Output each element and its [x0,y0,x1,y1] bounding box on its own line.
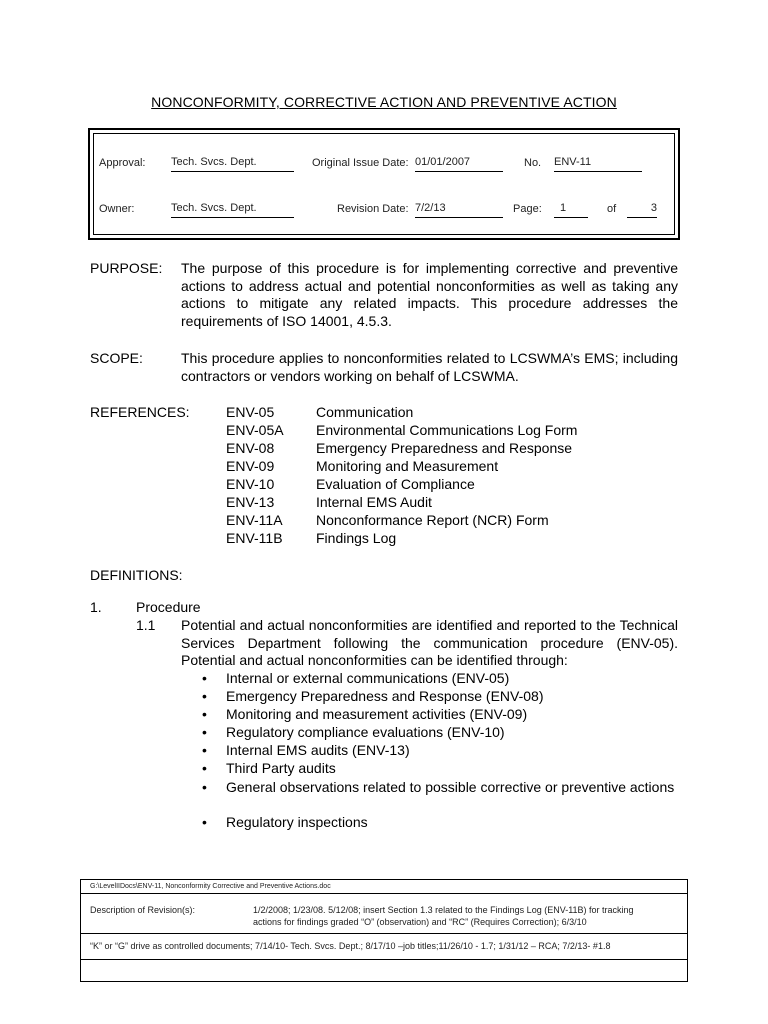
footer-divider [81,959,687,960]
revision-description-line-3: “K” or “G” drive as controlled documents; 7/14/10- Tech. Svcs. Dept.; 8/17/10 –job titles;11/26/10 - 1.7; 1/31/12 – RCA; 7/2/13- #1.8 [90,941,611,951]
doc-number-value: ENV-11 [554,156,642,172]
bullet-icon: • [202,688,207,704]
list-item-text: Internal or external communications (ENV-05) [226,670,510,686]
issue-date-value: 01/01/2007 [415,156,503,172]
revision-description-line-1: 1/2/2008; 1/23/08. 5/12/08; insert Section 1.3 related to the Findings Log (ENV-11B) for tracking [253,905,634,915]
purpose-label: PURPOSE: [90,260,163,276]
bullet-icon: • [202,670,207,686]
purpose-text: The purpose of this procedure is for implementing corrective and preventive actions to address actual and potential nonconformities as well as taking any actions to mitigate any related impacts. This procedure addresses the requirements of ISO 14001, 4.5.3. [181,260,678,329]
procedure-subsection-number: 1.1 [136,617,156,633]
doc-number-label: No. [524,157,542,169]
bullet-icon: • [202,706,207,722]
reference-code: ENV-11B [226,530,283,546]
reference-code: ENV-11A [226,512,283,528]
bullet-icon: • [202,760,207,776]
reference-title: Environmental Communications Log Form [316,422,578,438]
footer-divider [81,933,687,934]
list-item-text: Monitoring and measurement activities (ENV-09) [226,706,528,722]
footer-divider [81,893,687,894]
reference-code: ENV-10 [226,476,275,492]
scope-label: SCOPE: [90,350,143,366]
file-path: G:\LevelIIDocs\ENV-11, Nonconformity Corrective and Preventive Actions.doc [90,883,331,890]
list-item-text: General observations related to possible corrective or preventive actions [226,779,675,795]
scope-text: This procedure applies to nonconformities related to LCSWMA’s EMS; including contractors or vendors working on behalf of LCSWMA. [181,350,678,384]
list-item-text: Regulatory inspections [226,814,368,830]
references-label: REFERENCES: [90,404,190,420]
revision-description-line-2: actions for findings graded “O” (observation) and “RC” (Requires Correction); 6/3/10 [253,917,587,927]
footer-box [80,879,688,982]
page-label: Page: [513,203,542,215]
list-item-text: Internal EMS audits (ENV-13) [226,742,410,758]
approval-label: Approval: [99,157,146,169]
list-item-text: Emergency Preparedness and Response (ENV-08) [226,688,544,704]
bullet-icon: • [202,779,207,795]
document-title: NONCONFORMITY, CORRECTIVE ACTION AND PREVENTIVE ACTION [151,94,617,110]
reference-code: ENV-13 [226,494,275,510]
reference-code: ENV-08 [226,440,275,456]
reference-title: Findings Log [316,530,397,546]
procedure-subsection-text: Potential and actual nonconformities are identified and reported to the Technical Services Department following the communication procedure (ENV-05). Potential and actual nonconformities can be identified through: [181,617,678,668]
procedure-heading: Procedure [136,599,201,615]
procedure-number: 1. [90,599,102,615]
issue-date-label: Original Issue Date: [312,157,409,169]
approval-value: Tech. Svcs. Dept. [171,156,294,172]
reference-title: Emergency Preparedness and Response [316,440,573,456]
reference-code: ENV-09 [226,458,275,474]
revision-date-value: 7/2/13 [415,202,503,218]
reference-title: Nonconformance Report (NCR) Form [316,512,549,528]
reference-code: ENV-05A [226,422,284,438]
revision-date-label: Revision Date: [337,203,409,215]
reference-title: Internal EMS Audit [316,494,432,510]
bullet-icon: • [202,742,207,758]
reference-title: Monitoring and Measurement [316,458,499,474]
list-item-text: Regulatory compliance evaluations (ENV-10) [226,724,505,740]
definitions-label: DEFINITIONS: [90,567,183,583]
bullet-icon: • [202,724,207,740]
reference-title: Communication [316,404,414,420]
header-box [88,128,680,240]
revision-description-label: Description of Revision(s): [90,905,196,915]
of-label: of [607,203,617,215]
owner-label: Owner: [99,203,135,215]
reference-code: ENV-05 [226,404,275,420]
page-value: 1 [554,202,588,218]
page-total-value: 3 [627,202,657,218]
list-item-text: Third Party audits [226,760,336,776]
reference-title: Evaluation of Compliance [316,476,475,492]
header-inner-border [93,133,675,235]
bullet-icon: • [202,814,207,830]
owner-value: Tech. Svcs. Dept. [171,202,294,218]
